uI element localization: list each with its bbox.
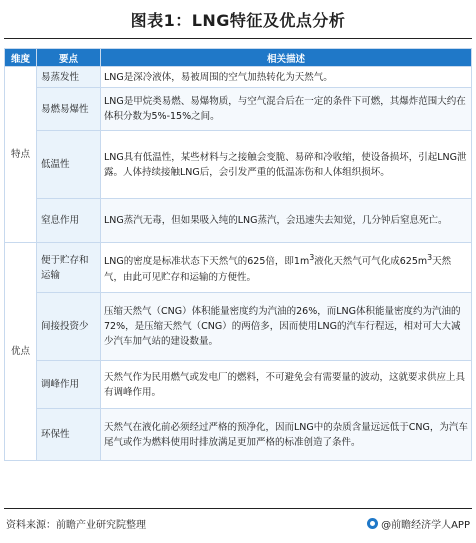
desc-part: 天然气，由此可见贮存和运输的方便性。 xyxy=(104,256,452,283)
table-row xyxy=(5,88,472,131)
row-point: 窒息作用 xyxy=(37,199,101,243)
header-description: 相关描述 xyxy=(101,49,472,67)
desc-part: 液化天然气可气化成625m xyxy=(314,256,428,268)
table-row xyxy=(5,293,472,361)
row-point: 易蒸发性 xyxy=(37,67,101,88)
figure-title: 图表1：LNG特征及优点分析 xyxy=(130,11,346,30)
row-description: 天然气在液化前必须经过严格的预净化，因而LNG中的杂质含量远远低于CNG，为汽车尾气或作为燃料使用时排放满足更加严格的标准创造了条件。 xyxy=(101,409,472,461)
table-row xyxy=(5,243,472,293)
row-description: LNG蒸汽无毒，但如果吸入纯的LNG蒸汽，会迅速失去知觉，几分钟后窒息死亡。 xyxy=(101,199,472,243)
row-point: 易燃易爆性 xyxy=(37,88,101,131)
qianzhan-logo-icon xyxy=(367,518,378,529)
row-point: 间接投资少 xyxy=(37,293,101,361)
table-row xyxy=(5,361,472,409)
superscript: 3 xyxy=(427,253,433,263)
table-row xyxy=(5,67,472,88)
row-point: 调峰作用 xyxy=(37,361,101,409)
category-advantages: 优点 xyxy=(5,243,37,461)
desc-part: LNG的密度是标准状态下天然气的625倍，即1m xyxy=(104,256,310,268)
table-row xyxy=(5,199,472,243)
lng-table xyxy=(4,48,472,461)
header-dimension: 维度 xyxy=(5,49,37,67)
row-description: LNG具有低温性，某些材料与之接触会变脆、易碎和冷收缩，使设备损坏，引起LNG泄露。人体持续接触LNG后，会引发严重的低温冻伤和人体组织损坏。 xyxy=(101,131,472,199)
row-point: 环保性 xyxy=(37,409,101,461)
row-description: 压缩天然气（CNG）体积能量密度约为汽油的26%，而LNG体积能量密度约为汽油的72%，是压缩天然气（CNG）的两倍多，因而使用LNG的汽车行程远，相对可大大减少汽车加气站的建设数量。 xyxy=(101,293,472,361)
header-point: 要点 xyxy=(37,49,101,67)
top-rule xyxy=(4,38,472,39)
row-description xyxy=(101,243,472,293)
row-description: 天然气作为民用燃气或发电厂的燃料，不可避免会有需要量的波动，这就要求供应上具有调峰作用。 xyxy=(101,361,472,409)
category-features: 特点 xyxy=(5,67,37,243)
row-description: LNG是甲烷类易燃、易爆物质，与空气混合后在一定的条件下可燃，其爆炸范围大约在体积分数为5%-15%之间。 xyxy=(101,88,472,131)
row-point: 便于贮存和运输 xyxy=(37,243,101,293)
table-row xyxy=(5,131,472,199)
row-point: 低温性 xyxy=(37,131,101,199)
table-row xyxy=(5,409,472,461)
source-note: 资料来源：前瞻产业研究院整理 xyxy=(6,520,146,531)
bottom-rule xyxy=(4,508,472,509)
superscript: 3 xyxy=(309,253,315,263)
brand-text: @前瞻经济学人APP xyxy=(381,520,470,531)
table-header-row xyxy=(5,49,472,67)
brand-credit xyxy=(367,516,470,531)
row-description: LNG是深冷液体，易被周围的空气加热转化为天然气。 xyxy=(101,67,472,88)
